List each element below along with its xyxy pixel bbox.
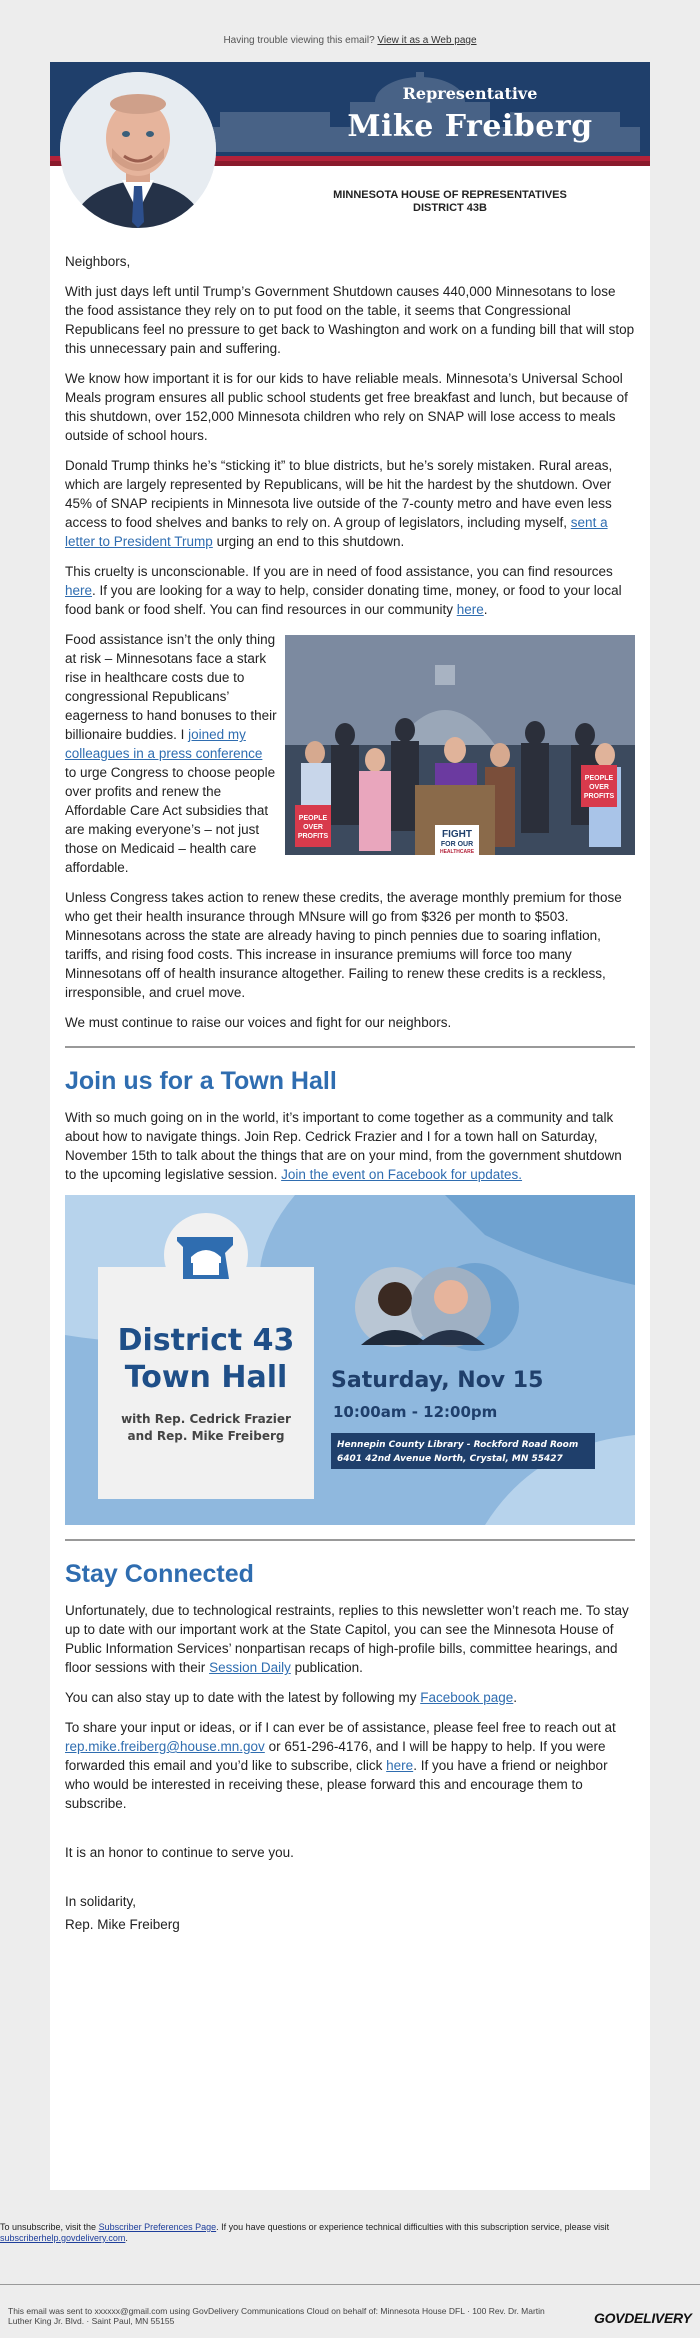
svg-text:Saturday, Nov 15: Saturday, Nov 15 <box>331 1368 544 1393</box>
paragraph: To share your input or ideas, or if I can ever be of assistance, please feel free to reach out at rep.mike.freiberg@house.mn.gov or 651-296-4176, and I will be happy to help. If you were forwarded this email and you’d like to subscribe, click here. If you have a friend or neighbor who would be interested in receiving these, please forward this and encourage them to subscribe. <box>65 1720 616 1811</box>
district-label: DISTRICT 43B <box>413 202 487 214</box>
letter-body <box>65 252 635 1945</box>
townhall-graphic[interactable] <box>65 1195 635 1525</box>
svg-text:HEALTHCARE: HEALTHCARE <box>439 849 475 855</box>
facebook-event-link[interactable]: Join the event on Facebook for updates. <box>281 1167 523 1182</box>
chamber-district <box>280 189 620 215</box>
svg-text:OVER: OVER <box>303 824 323 831</box>
paragraph: You can also stay up to date with the latest by following my Facebook page. <box>65 1690 518 1705</box>
divider <box>65 1046 635 1048</box>
paragraph: We know how important it is for our kids to have reliable meals. Minnesota’s Universal School Meals program ensures all public school students get free breakfast and lunch, but because of this shutdown, over 152,000 Minnesota children who rely on SNAP will lose access to meals outside of school hours. <box>65 371 628 443</box>
press-conference-photo <box>285 635 635 855</box>
paragraph: This cruelty is unconscionable. If you are in need of food assistance, you can find resources here. If you are looking for a way to help, consider donating time, money, or food to your local food bank or food shelf. You can find resources in our community here. <box>65 564 622 617</box>
representative-avatar <box>60 72 216 228</box>
banner-title-small: Representative <box>402 84 538 103</box>
svg-text:10:00am - 12:00pm: 10:00am - 12:00pm <box>333 1403 498 1421</box>
email-link[interactable]: rep.mike.freiberg@house.mn.gov <box>65 1739 265 1754</box>
paragraph: Donald Trump thinks he’s “sticking it” to blue districts, but he’s sorely mistaken. Rural areas, which are largely represented by Republicans, will be hit the hardest by the shutdown. Over 45% of SNAP recipients in Minnesota live outside of the 7-county metro and have even less access to food shelves and banks to rely on. A group of legislators, including myself, sent a letter to President Trump urging an end to this shutdown. <box>65 458 613 549</box>
govdelivery-logo[interactable]: GOVDELIVERY <box>594 2310 692 2326</box>
letter-to-trump-link[interactable]: sent a letter to President Trump <box>65 515 608 549</box>
svg-text:Hennepin County Library - Rock: Hennepin County Library - Rockford Road Room <box>337 1440 579 1450</box>
footer-divider <box>0 2284 700 2285</box>
food-assistance-link[interactable]: here <box>65 583 93 598</box>
svg-text:PROFITS: PROFITS <box>297 833 329 840</box>
email-card <box>50 62 650 2190</box>
paragraph: Unfortunately, due to technological restraints, replies to this newsletter won’t reach me. To stay up to date with our important work at the State Capitol, you can see the Minnesota House of Public Information Services’ nonpartisan recaps of high-profile bills, committee hearings, and floor sessions with their Session Daily publication. <box>65 1603 629 1675</box>
svg-text:District 43: District 43 <box>117 1323 295 1358</box>
subscriber-help-link[interactable]: subscriberhelp.govdelivery.com <box>0 2233 126 2243</box>
divider <box>65 1539 635 1541</box>
svg-text:Town Hall: Town Hall <box>124 1360 288 1395</box>
svg-text:FOR OUR: FOR OUR <box>440 841 474 848</box>
press-conference-link[interactable]: joined my colleagues in a press conference <box>65 727 263 761</box>
unsubscribe-footer: To unsubscribe, visit the Subscriber Preferences Page. If you have questions or experience technical difficulties with this subscription service, please visit subscriberhelp.govdelivery.com. <box>0 2222 610 2243</box>
svg-text:PEOPLE: PEOPLE <box>584 775 614 782</box>
banner-title-name: Mike Freiberg <box>347 109 593 144</box>
session-daily-link[interactable]: Session Daily <box>209 1660 291 1675</box>
svg-text:with Rep. Cedrick Frazier: with Rep. Cedrick Frazier <box>121 1412 291 1426</box>
svg-text:PROFITS: PROFITS <box>583 793 615 800</box>
subscribe-link[interactable]: here <box>386 1758 414 1773</box>
closing: It is an honor to continue to serve you. <box>65 1845 294 1860</box>
svg-text:PEOPLE: PEOPLE <box>298 815 328 822</box>
view-web-page-link[interactable]: View it as a Web page <box>377 35 477 46</box>
svg-text:and Rep. Mike Freiberg: and Rep. Mike Freiberg <box>127 1429 285 1443</box>
signature: Rep. Mike Freiberg <box>65 1917 180 1932</box>
paragraph: Unless Congress takes action to renew these credits, the average monthly premium for those who get their health insurance through MNsure will go from $326 per month to $503. Minnesotans across the state are already having to pinch pennies due to soaring inflation, tariffs, and rising food costs. This increase in insurance premiums will force too many Minnesotans off of health insurance altogether. Failing to renew these credits is a reckless, irresponsible, and cruel move. <box>65 890 622 1000</box>
paragraph: We must continue to raise our voices and fight for our neighbors. <box>65 1015 452 1030</box>
community-resources-link[interactable]: here <box>456 602 484 617</box>
preheader <box>0 35 700 46</box>
preheader-text: Having trouble viewing this email? <box>223 35 375 46</box>
townhall-heading: Join us for a Town Hall <box>65 1067 337 1095</box>
signoff: In solidarity, <box>65 1894 137 1909</box>
svg-text:6401 42nd Avenue North, Crysta: 6401 42nd Avenue North, Crystal, MN 55427 <box>337 1454 563 1464</box>
sent-to-footer: This email was sent to xxxxxx@gmail.com using GovDelivery Communications Cloud on behalf of: Minnesota House DFL · 100 Rev. Dr. Martin Luther King Jr. Blvd. · Saint Paul, MN 55155 <box>8 2306 545 2326</box>
paragraph: With just days left until Trump’s Government Shutdown causes 440,000 Minnesotans to lose the food assistance they rely on to put food on the table, it seems that Congressional Republicans feel no pressure to get back to Washington and work on a funding bill that will stop this unnecessary pain and suffering. <box>65 284 635 356</box>
chamber-label: MINNESOTA HOUSE OF REPRESENTATIVES <box>333 189 567 201</box>
paragraph: Food assistance isn’t the only thing at risk – Minnesotans face a stark rise in healthcare costs due to congressional Republicans’ eagerness to hand bonuses to their billionaire buddies. I joined my colleagues in a press conference to urge Congress to choose people over profits and renew the Affordable Care Act subsidies that are making everyone’s – not just those on Medicaid – health care affordable. <box>65 632 277 875</box>
greeting: Neighbors, <box>65 254 131 269</box>
stay-connected-heading: Stay Connected <box>65 1560 254 1588</box>
svg-text:OVER: OVER <box>589 784 609 791</box>
facebook-page-link[interactable]: Facebook page <box>420 1690 514 1705</box>
subscriber-preferences-link[interactable]: Subscriber Preferences Page <box>98 2222 217 2232</box>
svg-text:FIGHT: FIGHT <box>442 829 472 840</box>
paragraph: With so much going on in the world, it’s important to come together as a community and talk about how to navigate things. Join Rep. Cedrick Frazier and I for a town hall on Saturday, November 15th to talk about the things that are on your mind, from the government shutdown to the upcoming legislative session. Join the event on Facebook for updates. <box>65 1110 622 1182</box>
